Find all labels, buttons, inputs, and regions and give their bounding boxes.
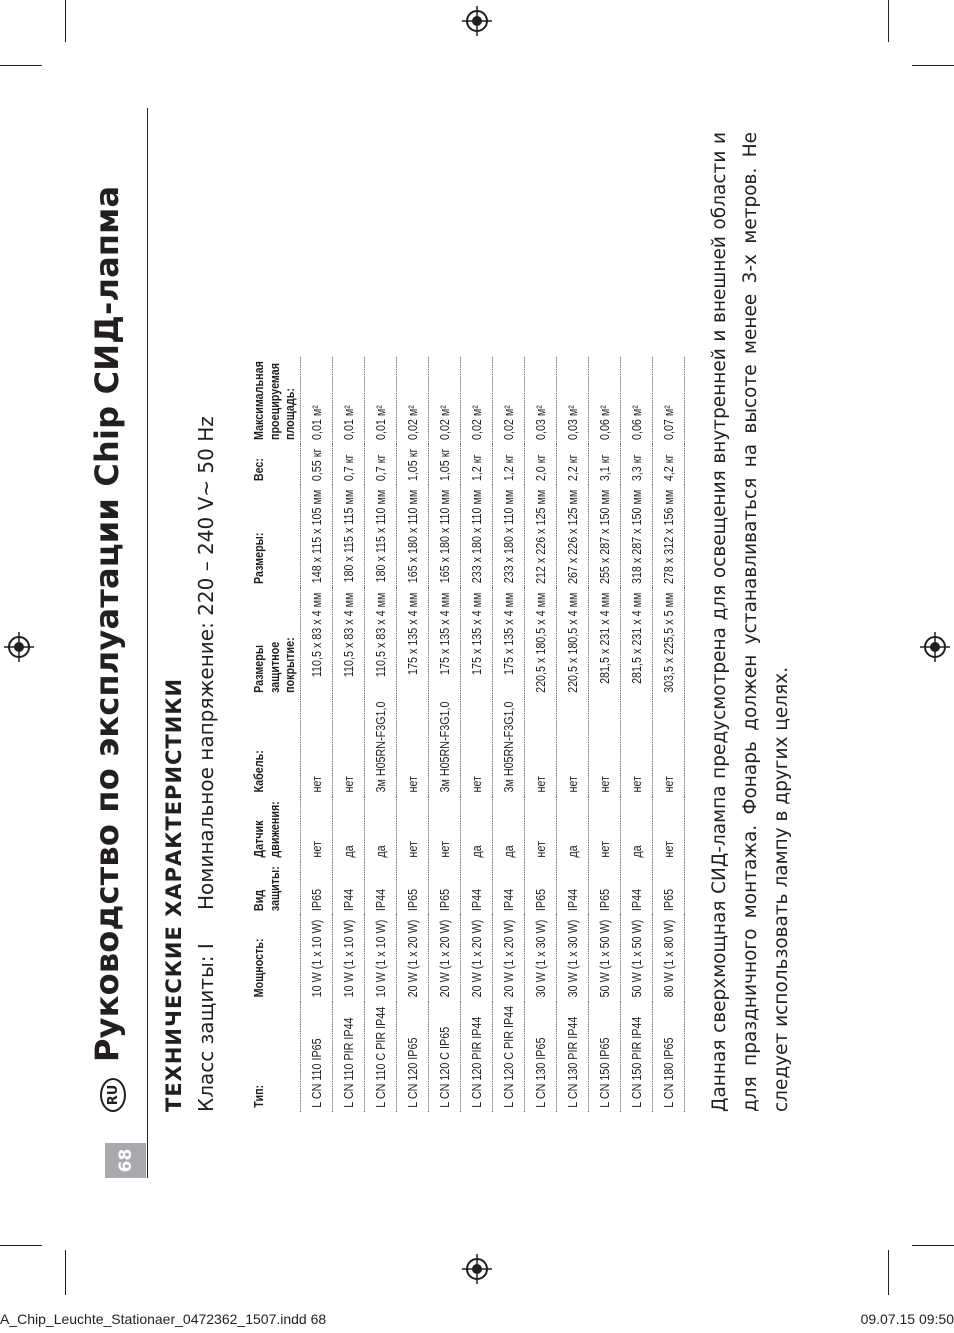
table-row [589, 357, 621, 1112]
column-header: Максимальная проецируемая площадь: [252, 361, 298, 441]
table-cell: L CN 110 IP65 [309, 1038, 324, 1108]
column-header: Тип: [252, 1084, 266, 1108]
spec-table [248, 357, 685, 1112]
table-cell: 30 W (1 x 30 W) [565, 919, 580, 998]
table-cell: 281,5 x 231 x 4 мм [629, 592, 644, 684]
table-row [397, 357, 429, 1112]
table-cell: нет [469, 776, 484, 793]
table-cell: 0,03 м² [565, 405, 580, 441]
column-header: Размеры защитное покрытие: [252, 637, 298, 693]
table-cell: 10 W (1 x 10 W) [373, 919, 388, 998]
table-cell: 0,06 м² [629, 405, 644, 441]
table-cell: нет [309, 776, 324, 793]
table-cell: нет [437, 841, 452, 858]
table-cell: 4,2 кг [661, 454, 676, 482]
table-cell: IP65 [437, 888, 452, 912]
table-cell: 50 W (1 x 50 W) [597, 919, 612, 998]
table-row [333, 357, 365, 1112]
table-cell: 220,5 x 180,5 x 4 мм [565, 592, 580, 693]
language-badge: RU [100, 1078, 126, 1112]
table-cell: IP44 [629, 888, 644, 912]
column-header: Кабель: [252, 750, 266, 793]
description-text: Данная сверхмощная СИД-лампа предусмотрена для освещения внутренней и внешней области и для праздничного монтажа. Фонарь должен устанавливаться на высоте менее 3-х метров. Не следует использовать лампу в других целях. [709, 132, 792, 1112]
table-cell: 0,01 м² [341, 405, 356, 441]
column-header: Датчик движения: [252, 801, 282, 858]
table-cell: 180 x 115 x 115 мм [341, 489, 356, 583]
table-header-row [248, 357, 301, 1112]
table-cell: 175 x 135 x 4 мм [469, 592, 484, 675]
table-cell: нет [405, 841, 420, 858]
table-row [461, 357, 493, 1112]
table-cell: L CN 110 C PIR IP44 [373, 1006, 388, 1108]
table-row [301, 357, 333, 1112]
table-cell: 233 x 180 x 110 мм [469, 489, 484, 584]
table-cell: L CN 180 IP65 [661, 1037, 676, 1108]
table-cell: да [501, 845, 516, 858]
table-cell: 0,02 м² [405, 405, 420, 441]
print-datetime: 09.07.15 09:50 [860, 1311, 954, 1327]
crop-mark [912, 65, 954, 66]
nominal-voltage: Номинальное напряжение: 220 – 240 V~ 50 Hz [194, 416, 218, 910]
table-cell: 212 x 226 x 125 мм [533, 489, 548, 585]
table-cell: нет [597, 841, 612, 858]
table-cell: да [341, 845, 356, 858]
table-cell: нет [661, 841, 676, 858]
table-cell: 278 x 312 x 156 мм [661, 489, 676, 585]
crop-mark [0, 1245, 42, 1246]
table-cell: IP44 [469, 888, 484, 912]
table-cell: L CN 110 PIR IP44 [341, 1017, 356, 1108]
registration-mark-icon [920, 632, 950, 662]
table-cell: 20 W (1 x 20 W) [469, 919, 484, 998]
section-title: ТЕХНИЧЕСКИЕ ХАРАКТЕРИСТИКИ [162, 677, 186, 1112]
divider [147, 108, 148, 1178]
table-cell: L CN 130 PIR IP44 [565, 1016, 580, 1108]
table-cell: 148 x 115 x 105 мм [309, 489, 324, 584]
table-cell: 3,3 кг [629, 454, 644, 482]
table-cell: 0,7 кг [373, 454, 388, 482]
table-row [557, 357, 589, 1112]
table-cell: 281,5 x 231 x 4 мм [597, 592, 612, 684]
table-cell: IP65 [309, 888, 324, 912]
table-cell: 0,55 кг [309, 448, 324, 482]
page-content [70, 108, 830, 1178]
crop-mark [912, 1245, 954, 1246]
table-cell: L CN 150 IP65 [597, 1037, 612, 1108]
protection-class: Класс защиты: I [194, 943, 218, 1112]
table-cell: 3,1 кг [597, 454, 612, 482]
table-cell: IP65 [405, 888, 420, 912]
table-cell: IP65 [533, 888, 548, 912]
table-cell: 2,2 кг [565, 454, 580, 482]
table-cell: 165 x 180 x 110 мм [405, 489, 420, 584]
table-cell: 180 x 115 x 110 мм [373, 489, 388, 583]
column-header: Мощность: [252, 938, 266, 998]
table-cell: 0,06 м² [597, 405, 612, 441]
table-row [525, 357, 557, 1112]
table-cell: 1,05 кг [405, 448, 420, 482]
column-header: Размеры: [252, 532, 266, 585]
table-cell: нет [533, 841, 548, 858]
table-cell: 80 W (1 x 80 W) [661, 919, 676, 998]
table-cell: 175 x 135 x 4 мм [437, 592, 452, 675]
table-cell: нет [533, 776, 548, 793]
table-cell: 110,5 x 83 x 4 мм [309, 592, 324, 678]
registration-mark-icon [4, 632, 34, 662]
table-cell: 20 W (1 x 20 W) [405, 919, 420, 998]
table-cell: нет [597, 776, 612, 793]
table-cell: 0,02 м² [437, 405, 452, 441]
table-cell: да [629, 845, 644, 858]
table-cell: нет [341, 776, 356, 793]
table-cell: L CN 120 C PIR IP44 [501, 1005, 516, 1108]
table-cell: да [565, 845, 580, 858]
table-row [365, 357, 397, 1112]
table-cell: 30 W (1 x 30 W) [533, 919, 548, 998]
crop-mark [888, 0, 889, 42]
table-cell: 1,2 кг [501, 454, 516, 482]
table-cell: 0,02 м² [501, 405, 516, 441]
table-cell: 0,01 м² [373, 405, 388, 441]
table-cell: 220,5 x 180,5 x 4 мм [533, 592, 548, 693]
crop-mark [65, 1250, 66, 1295]
table-cell: L CN 120 IP65 [405, 1037, 420, 1108]
table-cell: нет [405, 776, 420, 793]
column-header: Вид защиты: [252, 866, 282, 912]
table-cell: 50 W (1 x 50 W) [629, 919, 644, 998]
table-cell: 2,0 кг [533, 454, 548, 482]
registration-mark-icon [462, 6, 492, 36]
table-cell: IP44 [341, 888, 356, 912]
table-cell: L CN 120 C IP65 [437, 1026, 452, 1108]
table-cell: 0,7 кг [341, 454, 356, 482]
table-cell: 20 W (1 x 20 W) [437, 919, 452, 998]
table-cell: IP44 [373, 888, 388, 912]
table-cell: 0,02 м² [469, 405, 484, 441]
table-row [653, 357, 685, 1112]
table-row [493, 357, 525, 1112]
table-cell: 175 x 135 x 4 мм [501, 592, 516, 675]
table-cell: IP44 [501, 888, 516, 912]
table-cell: 1,2 кг [469, 454, 484, 482]
table-cell: IP65 [661, 888, 676, 912]
page-number: 68 [105, 1143, 146, 1178]
table-cell: 3м H05RN-F3G1,0 [437, 701, 452, 793]
table-cell: 110,5 x 83 x 4 мм [373, 592, 388, 678]
table-cell: L CN 130 IP65 [533, 1037, 548, 1108]
crop-mark [0, 65, 42, 66]
table-cell: 0,03 м² [533, 405, 548, 441]
table-row [429, 357, 461, 1112]
table-row [621, 357, 653, 1112]
table-cell: 0,07 м² [661, 405, 676, 441]
table-cell: 233 x 180 x 110 мм [501, 489, 516, 584]
registration-mark-icon [462, 1254, 492, 1284]
table-cell: да [469, 845, 484, 858]
page-title: Руководство по эксплуатации Chip СИД-лапма [88, 185, 126, 1062]
table-cell: да [373, 845, 388, 858]
table-cell: нет [309, 841, 324, 858]
table-cell: L CN 120 PIR IP44 [469, 1016, 484, 1108]
column-header: Вес: [252, 457, 266, 482]
table-cell: 255 x 287 x 150 мм [597, 489, 612, 585]
table-cell: нет [661, 776, 676, 793]
table-cell: 20 W (1 x 20 W) [501, 919, 516, 998]
file-slug: A_Chip_Leuchte_Stationaer_0472362_1507.indd 68 [0, 1311, 327, 1327]
table-cell: 10 W (1 x 10 W) [341, 919, 356, 998]
crop-mark [888, 1250, 889, 1295]
crop-mark [65, 0, 66, 42]
table-cell: 3м H05RN-F3G1,0 [373, 701, 388, 793]
table-cell: L CN 150 PIR IP44 [629, 1016, 644, 1108]
table-cell: 303,5 x 225,5 x 5 мм [661, 592, 676, 693]
table-cell: 0,01 м² [309, 405, 324, 441]
table-cell: нет [629, 776, 644, 793]
table-cell: IP65 [597, 888, 612, 912]
table-cell: 175 x 135 x 4 мм [405, 592, 420, 675]
table-cell: 1,05 кг [437, 448, 452, 482]
table-cell: IP44 [565, 888, 580, 912]
table-cell: нет [565, 776, 580, 793]
table-cell: 110,5 x 83 x 4 мм [341, 592, 356, 678]
table-cell: 3м H05RN-F3G1,0 [501, 701, 516, 793]
table-cell: 165 x 180 x 110 мм [437, 489, 452, 584]
table-cell: 10 W (1 x 10 W) [309, 919, 324, 998]
table-cell: 318 x 287 x 150 мм [629, 489, 644, 585]
table-cell: 267 x 226 x 125 мм [565, 489, 580, 585]
